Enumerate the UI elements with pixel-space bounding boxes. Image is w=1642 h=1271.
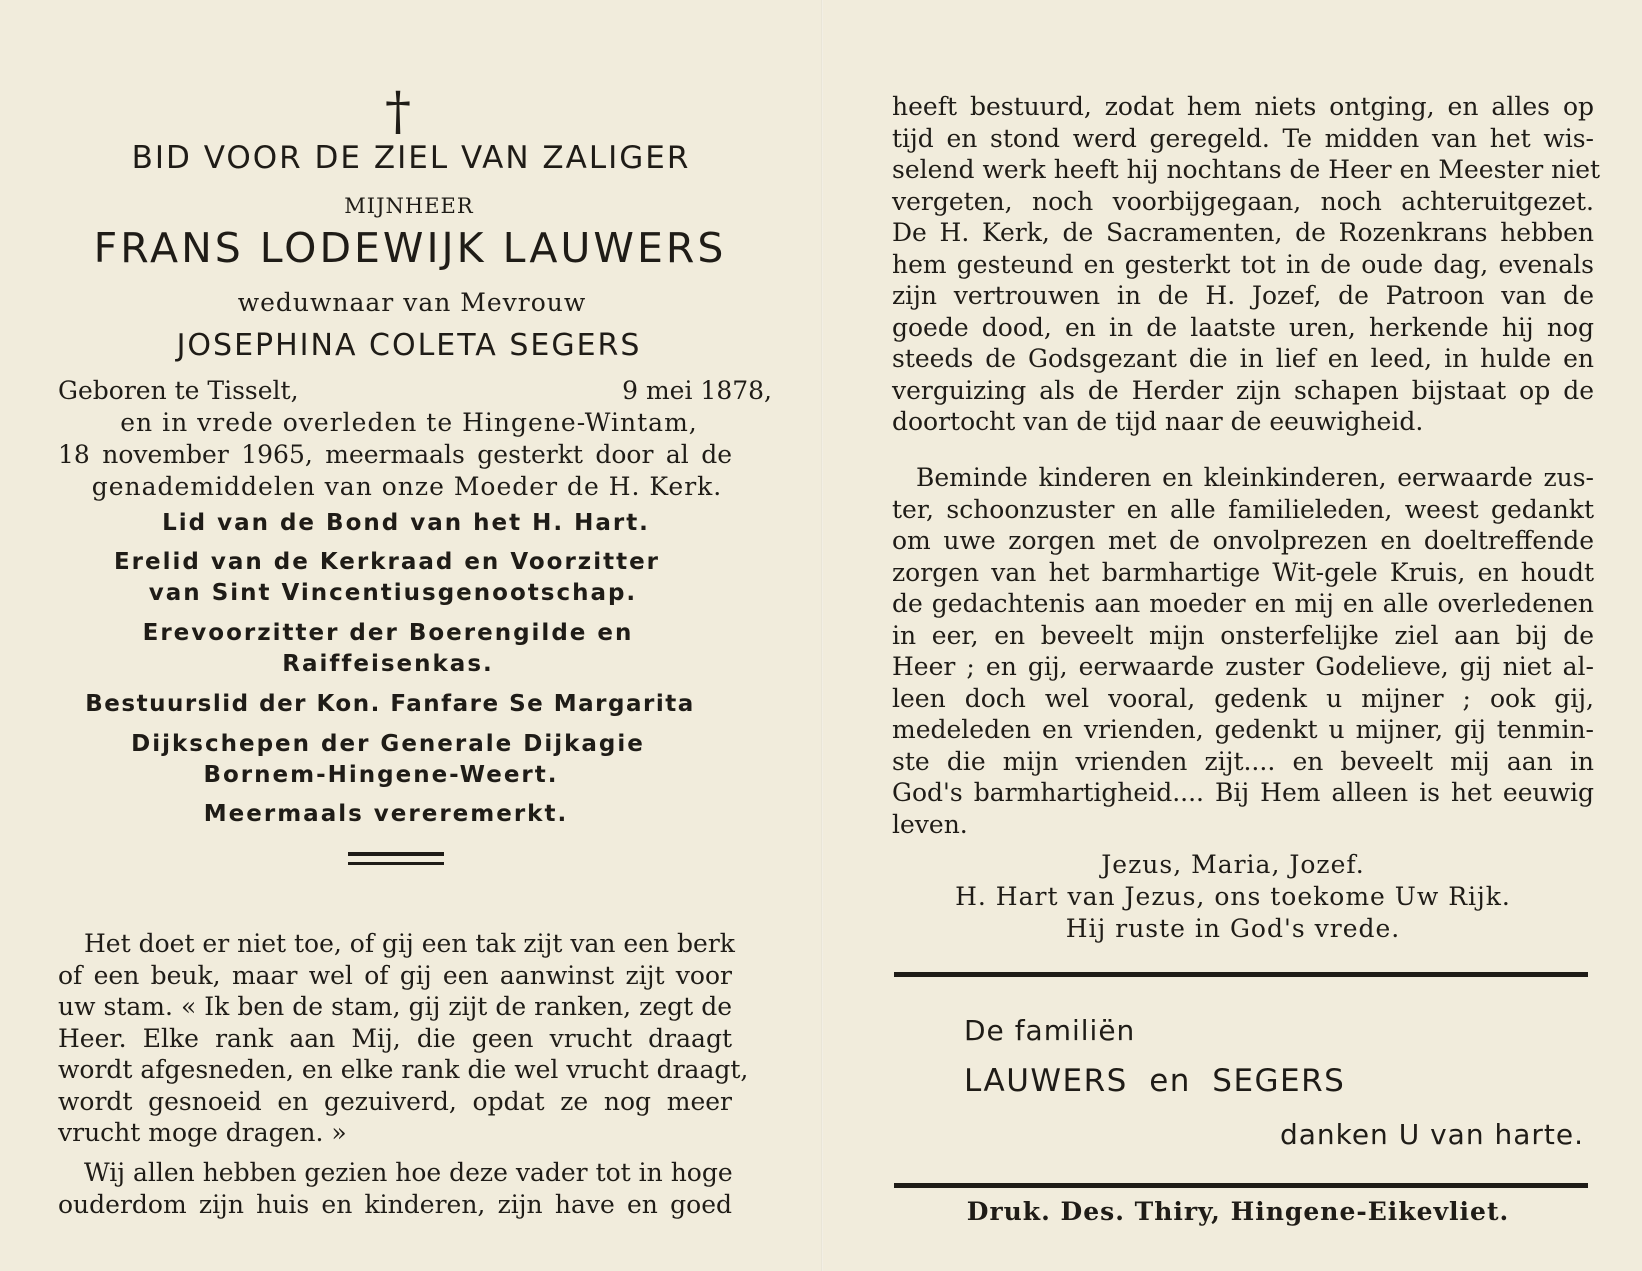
para-line: doortocht van de tijd naar de eeuwigheid.	[892, 407, 1424, 436]
para-line: of een beuk, maar wel of gij een aanwinst zijt voor	[58, 960, 732, 990]
prayer-line-1: Jezus, Maria, Jozef.	[1101, 850, 1365, 879]
para-line: zijn vertrouwen in de H. Jozef, de Patroon van de	[892, 281, 1594, 310]
para-line: Heer. Elke rank aan Mij, die geen vrucht draagt	[58, 1023, 732, 1053]
title-line-7: Dijkschepen der Generale Dijkagie	[131, 731, 645, 757]
para-line: in eer, en beveelt mijn onsterfelijke ziel aan bij de	[892, 620, 1594, 650]
para-line: heeft bestuurd, zodat hem niets ontging, en alles op	[892, 92, 1594, 121]
death-line-2-text: 18 november 1965, meermaals gesterkt door al de	[58, 440, 732, 469]
wife-name: JOSEPHINA COLETA SEGERS	[176, 328, 642, 363]
prayer-line-3: Hij ruste in God's vrede.	[1065, 914, 1401, 943]
title-line-8: Bornem-Hingene-Weert.	[203, 762, 559, 788]
father-paragraph	[58, 1157, 732, 1220]
death-line-2	[58, 440, 732, 469]
birth-place: Geboren te Tisselt,	[58, 376, 299, 405]
cross-symbol: †	[385, 82, 411, 142]
title-line-9: Meermaals vereremerkt.	[203, 801, 569, 827]
deceased-name: FRANS LODEWIJK LAUWERS	[93, 224, 727, 272]
prayer-heading: BID VOOR DE ZIEL VAN ZALIGER	[131, 140, 691, 176]
thanks-line: danken U van harte.	[1279, 1118, 1584, 1151]
card-fold	[821, 0, 823, 1271]
title-line-1: Lid van de Bond van het H. Hart.	[162, 510, 650, 536]
title-line-3: van Sint Vincentiusgenootschap.	[148, 580, 638, 606]
farewell-paragraph	[892, 462, 1594, 840]
separator-rule-2	[894, 1183, 1588, 1188]
life-paragraph	[892, 91, 1601, 438]
widower-line: weduwnaar van Mevrouw	[237, 288, 587, 317]
para-line: God's barmhartigheid.... Bij Hem alleen is het eeuwig	[892, 778, 1594, 807]
para-line: Het doet er niet toe, of gij een tak zijt van een berk	[84, 929, 735, 958]
para-line: steeds de Godsgezant die in lief en leed, in hulde en	[892, 344, 1594, 373]
para-line: vergeten, noch voorbijgegaan, noch achteruitgezet.	[892, 186, 1594, 216]
para-line: uw stam. « Ik ben de stam, gij zijt de ranken, zegt de	[58, 992, 732, 1021]
para-line: Wij allen hebben gezien hoe deze vader tot in hoge	[84, 1158, 733, 1187]
para-line: ouderdom zijn huis en kinderen, zijn have en goed	[58, 1189, 732, 1219]
para-line: verguizing als de Herder zijn schapen bijstaat op de	[892, 375, 1594, 405]
para-line: Heer ; en gij, eerwaarde zuster Godelieve, gij niet al-	[892, 652, 1594, 681]
printer-line: Druk. Des. Thiry, Hingene-Eikevliet.	[966, 1197, 1510, 1226]
title-line-4: Erevoorzitter der Boerengilde en	[142, 620, 634, 646]
para-line: leen doch wel vooral, gedenk u mijner ; ook gij,	[892, 683, 1594, 713]
para-line: Beminde kinderen en kleinkinderen, eerwaarde zus-	[916, 463, 1594, 492]
families-names: LAUWERS en SEGERS	[964, 1063, 1346, 1099]
separator-rule-1	[894, 972, 1588, 977]
para-line: tijd en stond werd geregeld. Te midden van het wis-	[892, 123, 1594, 153]
death-line-3: genademiddelen van onze Moeder de H. Kerk.	[91, 472, 723, 501]
para-line: hem gesteund en gesterkt tot in de oude dag, evenals	[892, 249, 1594, 279]
prayer-line-2: H. Hart van Jezus, ons toekome Uw Rijk.	[955, 882, 1511, 911]
title-line-6: Bestuurslid der Kon. Fanfare Se Margarita	[85, 691, 695, 717]
para-line: De H. Kerk, de Sacramenten, de Rozenkrans hebben	[892, 218, 1594, 247]
para-line: medeleden en vrienden, gedenkt u mijner, gij tenmin-	[892, 715, 1594, 744]
para-line: leven.	[892, 809, 968, 839]
para-line: ter, schoonzuster en alle familieleden, weest gedankt	[892, 494, 1594, 524]
mijnheer-label: MIJNHEER	[344, 194, 474, 218]
title-line-2: Erelid van de Kerkraad en Voorzitter	[113, 549, 661, 575]
families-intro: De familiën	[964, 1014, 1136, 1047]
divider-rule-top	[348, 852, 444, 856]
para-line: om uwe zorgen met de onvolprezen en doeltreffende	[892, 526, 1594, 555]
para-line: ste die mijn vrienden zijt.... en beveelt mij aan in	[892, 746, 1594, 776]
title-line-5: Raiffeisenkas.	[282, 651, 494, 677]
para-line: zorgen van het barmhartige Wit-gele Kruis, en houdt	[892, 557, 1594, 587]
para-line: wordt afgesneden, en elke rank die wel vrucht draagt,	[58, 1055, 749, 1084]
para-line: selend werk heeft hij nochtans de Heer en Meester niet	[892, 155, 1601, 184]
birth-date: 9 mei 1878,	[622, 376, 772, 405]
scripture-paragraph	[58, 928, 749, 1149]
para-line: wordt gesnoeid en gezuiverd, opdat ze nog meer	[58, 1086, 732, 1116]
para-line: goede dood, en in de laatste uren, herkende hij nog	[892, 312, 1594, 342]
para-line: de gedachtenis aan moeder en mij en alle overledenen	[892, 589, 1594, 618]
divider-rule-bottom	[348, 862, 444, 865]
death-line-1: en in vrede overleden te Hingene-Wintam,	[120, 408, 698, 437]
para-line: vrucht moge dragen. »	[58, 1118, 347, 1147]
